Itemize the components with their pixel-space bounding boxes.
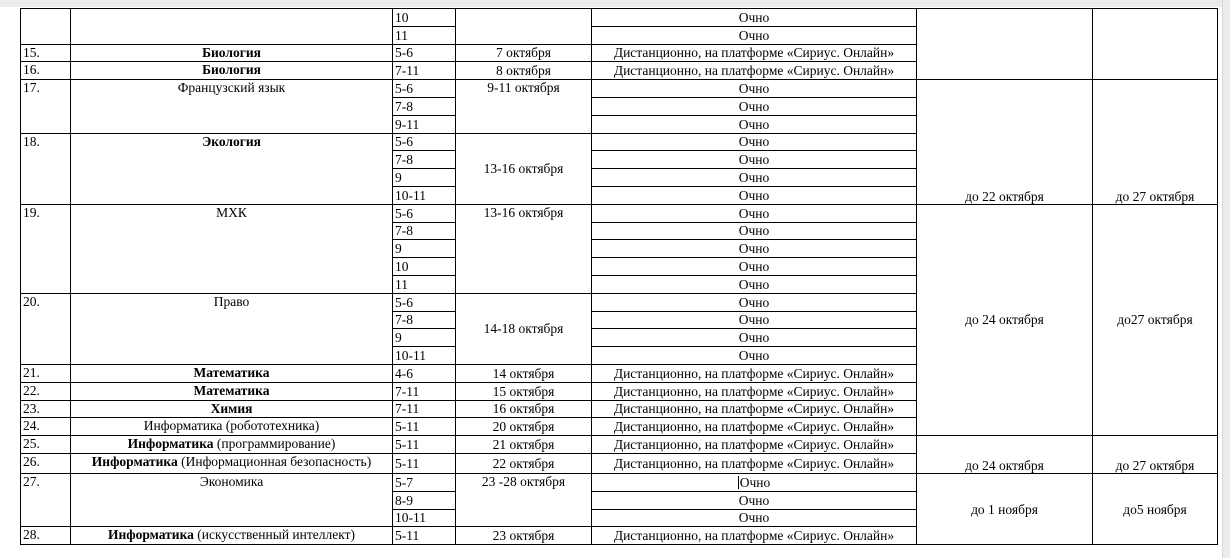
cell-grade: 7-11 — [393, 382, 456, 400]
cell-num: 19. — [21, 204, 71, 293]
cell-date: 9-11 октября — [456, 80, 592, 133]
form-text: Очно — [739, 474, 771, 490]
cell-deadline-b: до 27 октября — [1093, 436, 1218, 474]
cell-num: 17. — [21, 80, 71, 133]
cell-num: 25. — [21, 436, 71, 454]
table-row — [21, 9, 1218, 27]
cell-num: 16. — [21, 62, 71, 80]
cell-subject — [71, 436, 393, 454]
cell-deadline-a: до 24 октября — [917, 436, 1093, 474]
cell-num: 18. — [21, 133, 71, 204]
cell-grade: 5-6 — [393, 80, 456, 98]
cell-deadline-b: до5 ноября — [1093, 473, 1218, 544]
subject-name: Биология — [202, 44, 261, 60]
cell-form: Дистанционно, на платформе «Сириус. Онлайн» — [592, 453, 917, 473]
cell-subject: Экономика — [71, 473, 393, 526]
cell-form: Очно — [592, 133, 917, 151]
cell-num: 22. — [21, 382, 71, 400]
cell-form: Очно — [592, 329, 917, 347]
cell-deadline-b — [1093, 9, 1218, 80]
cell-grade: 9 — [393, 329, 456, 347]
cell-num: 24. — [21, 418, 71, 436]
cell-subject — [71, 382, 393, 400]
cell-form: Очно — [592, 26, 917, 44]
cell-form: Очно — [592, 222, 917, 240]
subject-name: Химия — [210, 400, 253, 416]
cell-subject — [71, 364, 393, 382]
cell-form: Очно — [592, 293, 917, 311]
cell-date: 23 октября — [456, 527, 592, 545]
subject-name: Биология — [202, 62, 261, 78]
cell-subject — [71, 44, 393, 62]
cell-form: Дистанционно, на платформе «Сириус. Онлайн» — [592, 436, 917, 454]
cell-form: Очно — [592, 275, 917, 293]
cell-form: Очно — [592, 240, 917, 258]
subject-name: Информатика — [127, 436, 214, 452]
cell-num: 23. — [21, 400, 71, 418]
cell-grade: 7-11 — [393, 62, 456, 80]
olympiad-schedule-table — [20, 8, 1218, 545]
cell-grade: 5-6 — [393, 293, 456, 311]
cell-form: Очно — [592, 204, 917, 222]
cell-form: Дистанционно, на платформе «Сириус. Онлайн» — [592, 62, 917, 80]
cell-deadline-a: до 24 октября — [917, 204, 1093, 435]
cell-grade: 7-8 — [393, 222, 456, 240]
cell-subject: МХК — [71, 204, 393, 293]
cell-form: Очно — [592, 258, 917, 276]
cell-form: Дистанционно, на платформе «Сириус. Онлайн» — [592, 364, 917, 382]
cell-grade: 4-6 — [393, 364, 456, 382]
cell-grade: 5-7 — [393, 473, 456, 491]
cell-date: 8 октября — [456, 62, 592, 80]
subject-name: Экология — [202, 133, 261, 149]
cell-grade: 8-9 — [393, 491, 456, 509]
cell-date: 22 октября — [456, 453, 592, 473]
cell-form: Очно — [592, 509, 917, 527]
table-row — [21, 204, 1218, 222]
cell-date: 23 -28 октября — [456, 473, 592, 526]
cell-deadline-b: до27 октября — [1093, 204, 1218, 435]
cell-grade: 5-6 — [393, 133, 456, 151]
cell-date: 7 октября — [456, 44, 592, 62]
cell-form: Дистанционно, на платформе «Сириус. Онлайн» — [592, 44, 917, 62]
cell-grade: 5-11 — [393, 418, 456, 436]
cell-subject — [71, 133, 393, 204]
subject-name: Математика — [193, 382, 270, 398]
cell-subject — [71, 453, 393, 473]
cell-grade: 5-6 — [393, 44, 456, 62]
cell-num — [21, 9, 71, 45]
table-row — [21, 80, 1218, 98]
subject-detail: (программирование) — [213, 436, 336, 452]
table-row — [21, 473, 1218, 491]
subject-name: Математика — [193, 364, 270, 380]
cell-grade: 5-11 — [393, 436, 456, 454]
subject-name: Информатика — [108, 527, 194, 543]
cell-form: Очно — [592, 151, 917, 169]
right-scrollbar[interactable] — [1222, 0, 1230, 558]
cell-form: Очно — [592, 9, 917, 27]
cell-form: Дистанционно, на платформе «Сириус. Онлайн» — [592, 382, 917, 400]
cell-grade: 5-11 — [393, 527, 456, 545]
cell-deadline-a — [917, 9, 1093, 80]
cell-num: 28. — [21, 527, 71, 545]
cell-form: Очно — [592, 80, 917, 98]
cell-form: Очно — [592, 97, 917, 115]
subject-detail: (искусственный интеллект) — [193, 527, 355, 543]
cell-subject: Французский язык — [71, 80, 393, 133]
cell-subject — [71, 9, 393, 45]
cell-date — [456, 9, 592, 45]
cell-form: Очно — [592, 311, 917, 329]
cell-grade: 5-11 — [393, 453, 456, 473]
cell-grade: 5-6 — [393, 204, 456, 222]
cell-form: Очно — [592, 186, 917, 204]
cell-subject — [71, 62, 393, 80]
cell-date: 13-16 октября — [456, 204, 592, 293]
cell-grade: 10 — [393, 9, 456, 27]
cell-grade: 7-11 — [393, 400, 456, 418]
cell-num: 20. — [21, 293, 71, 364]
table-row — [21, 436, 1218, 454]
cell-num: 27. — [21, 473, 71, 526]
cell-num: 26. — [21, 453, 71, 473]
cell-form: Очно — [592, 169, 917, 187]
cell-date: 16 октября — [456, 400, 592, 418]
cell-subject: Информатика (робототехника) — [71, 418, 393, 436]
cell-form: Очно — [592, 491, 917, 509]
cell-date: 13-16 октября — [456, 133, 592, 204]
cell-num: 15. — [21, 44, 71, 62]
cell-grade: 10-11 — [393, 186, 456, 204]
cell-form — [592, 473, 917, 491]
cell-grade: 11 — [393, 26, 456, 44]
cell-grade: 7-8 — [393, 311, 456, 329]
cell-grade: 10-11 — [393, 509, 456, 527]
subject-detail: (Информационная безопасность) — [177, 453, 372, 469]
cell-grade: 9 — [393, 169, 456, 187]
cell-grade: 9 — [393, 240, 456, 258]
cell-form: Дистанционно, на платформе «Сириус. Онлайн» — [592, 527, 917, 545]
cell-num: 21. — [21, 364, 71, 382]
cell-subject: Право — [71, 293, 393, 364]
cell-grade: 10-11 — [393, 347, 456, 365]
cell-date: 14-18 октября — [456, 293, 592, 364]
cell-deadline-a: до 1 ноября — [917, 473, 1093, 544]
cell-grade: 7-8 — [393, 151, 456, 169]
cell-date: 15 октября — [456, 382, 592, 400]
cell-date: 21 октября — [456, 436, 592, 454]
cell-grade: 9-11 — [393, 115, 456, 133]
cell-date: 14 октября — [456, 364, 592, 382]
cell-grade: 11 — [393, 275, 456, 293]
text-cursor — [738, 476, 739, 489]
cell-grade: 7-8 — [393, 97, 456, 115]
cell-date: 20 октября — [456, 418, 592, 436]
cell-subject — [71, 527, 393, 545]
cell-form: Дистанционно, на платформе «Сириус. Онлайн» — [592, 418, 917, 436]
cell-deadline-a: до 22 октября — [917, 80, 1093, 205]
subject-name: Информатика — [91, 453, 178, 469]
cell-deadline-b: до 27 октября — [1093, 80, 1218, 205]
cell-grade: 10 — [393, 258, 456, 276]
cell-form: Очно — [592, 115, 917, 133]
cell-form: Дистанционно, на платформе «Сириус. Онлайн» — [592, 400, 917, 418]
cell-form: Очно — [592, 347, 917, 365]
cell-subject — [71, 400, 393, 418]
